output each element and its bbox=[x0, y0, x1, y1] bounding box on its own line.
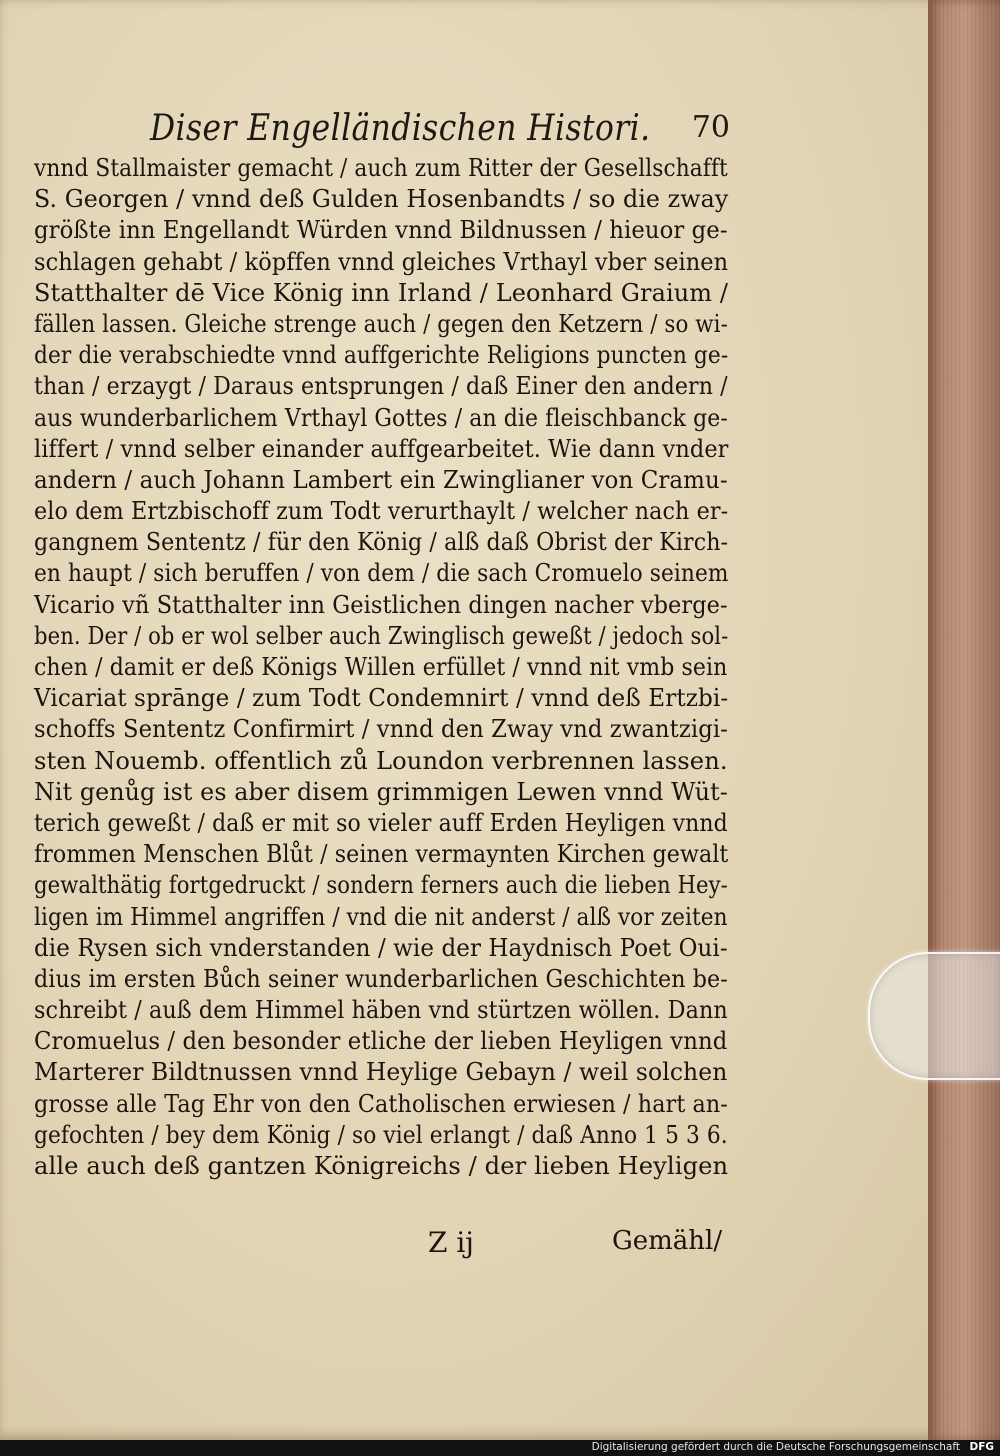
text-line: S. Georgen / vnnd deß Gulden Hosenbandts / so die zway bbox=[34, 184, 729, 214]
text-line: der die verabschiedte vnnd auffgerichte Religions puncten ge- bbox=[34, 340, 729, 370]
text-line: Nit genůg ist es aber disem grimmigen Lewen vnnd Wüt- bbox=[34, 776, 728, 806]
dfg-logo: DFG bbox=[969, 1441, 994, 1453]
text-line: andern / auch Johann Lambert ein Zwinglianer von Cramu- bbox=[34, 464, 728, 494]
text-line: Vicariat sprānge / zum Todt Condemnirt / vnnd deß Ertzbi- bbox=[34, 683, 729, 713]
text-line: Vicario vñ Statthalter inn Geistlichen dingen nacher vberge- bbox=[34, 589, 728, 619]
book-fore-edge bbox=[928, 0, 1000, 1440]
text-line: fällen lassen. Gleiche strenge auch / gegen den Ketzern / so wi- bbox=[34, 308, 728, 338]
text-line: alle auch deß gantzen Königreichs / der lieben Heyligen bbox=[34, 1151, 729, 1180]
catchword: Gemähl/ bbox=[612, 1226, 723, 1256]
text-line: than / erzaygt / Daraus entsprungen / daß Einer den andern / bbox=[34, 371, 728, 401]
text-line: gewalthätig fortgedruckt / sondern ferners auch die lieben Hey- bbox=[34, 870, 728, 900]
text-line: frommen Menschen Blůt / seinen vermaynten Kirchen gewalt bbox=[34, 839, 729, 869]
text-line: liffert / vnnd selber einander auffgearbeitet. Wie dann vnder bbox=[34, 433, 729, 463]
text-line: schreibt / auß dem Himmel häben vnd stürtzen wöllen. Dann bbox=[34, 995, 728, 1025]
text-line: ben. Der / ob er wol selber auch Zwinglisch geweßt / jedoch sol- bbox=[34, 620, 729, 650]
text-line: die Rysen sich vnderstanden / wie der Haydnisch Poet Oui- bbox=[34, 932, 728, 962]
text-line: en haupt / sich beruffen / von dem / die sach Cromuelo seinem bbox=[34, 558, 729, 588]
text-line: gefochten / bey dem König / so viel erlangt / daß Anno 1 5 3 6. bbox=[34, 1119, 728, 1149]
text-line: schlagen gehabt / köpffen vnnd gleiches Vrthayl vber seinen bbox=[34, 246, 729, 276]
text-line: vnnd Stallmaister gemacht / auch zum Ritter der Gesellschafft bbox=[34, 153, 728, 182]
text-line: dius im ersten Bůch seiner wunderbarlichen Geschichten be- bbox=[34, 963, 728, 993]
text-line: chen / damit er deß Königs Willen erfüllet / vnnd nit vmb sein bbox=[34, 652, 728, 681]
text-line: Statthalter dē Vice König inn Irland / Leonhard Graium / bbox=[34, 277, 729, 307]
text-line: größte inn Engellandt Würden vnnd Bildnussen / hieuor ge- bbox=[34, 215, 728, 245]
text-line: grosse alle Tag Ehr von den Catholischen erwiesen / hart an- bbox=[34, 1088, 728, 1118]
running-title: Diser Engelländischen Histori. bbox=[150, 108, 651, 149]
text-line: terich geweßt / daß er mit so vieler auff Erden Heyligen vnnd bbox=[34, 807, 728, 837]
text-line: gangnem Sententz / für den König / alß daß Obrist der Kirch- bbox=[34, 527, 729, 557]
page-number: 70 bbox=[691, 110, 730, 145]
signature-mark: Z ij bbox=[428, 1226, 474, 1259]
text-line: Marterer Bildtnussen vnnd Heylige Gebayn / weil solchen bbox=[34, 1057, 728, 1087]
page-clip bbox=[868, 952, 1000, 1080]
text-line: aus wunderbarlichem Vrthayl Gottes / an die fleischbanck ge- bbox=[34, 402, 728, 432]
text-line: Cromuelus / den besonder etliche der lieben Heyligen vnnd bbox=[34, 1026, 728, 1056]
text-line: schoffs Sententz Confirmirt / vnnd den Zway vnd zwantzigi- bbox=[34, 714, 728, 744]
running-head bbox=[150, 104, 730, 152]
text-line: elo dem Ertzbischoff zum Todt verurthaylt / welcher nach er- bbox=[34, 496, 729, 526]
credit-text: Digitalisierung gefördert durch die Deutsche Forschungsgemeinschaft bbox=[591, 1441, 960, 1453]
text-line: sten Nouemb. offentlich zů Loundon verbrennen lassen. bbox=[34, 745, 728, 775]
text-line: ligen im Himmel angriffen / vnd die nit anderst / alß vor zeiten bbox=[34, 901, 728, 931]
body-text bbox=[34, 152, 734, 1181]
